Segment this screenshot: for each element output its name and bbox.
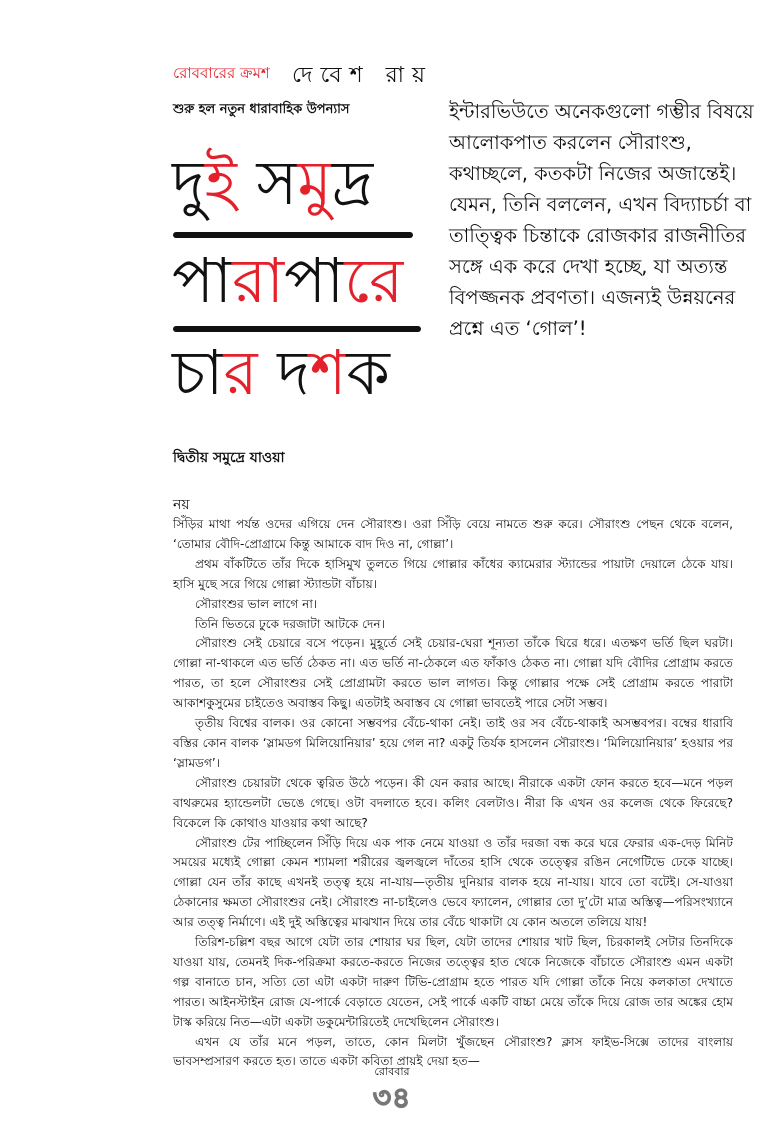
title-part: পা — [284, 244, 345, 317]
title-part-red: র — [223, 336, 258, 409]
title-part-red: মু — [297, 146, 332, 219]
title-part: পা — [172, 244, 233, 317]
subtitle: শুরু হল নতুন ধারাবাহিক উপন্যাস — [173, 102, 350, 117]
title-underline-2 — [173, 326, 421, 332]
part-label: নয় — [173, 497, 190, 513]
title-part-red: ই — [204, 146, 237, 219]
article-body — [173, 515, 733, 1072]
magazine-name: রোববার — [374, 1065, 410, 1078]
paragraph: সৌরাংশু টের পাচ্ছিলেন সিঁড়ি দিয়ে এক পাক নেমে যাওয়া ও তাঁর দরজা বন্ধ করে ঘরে ফেরার এক-দেড় মিনিট সময়ের মধ্যেই গোল্লা কেমন শ্যামলা শরীরের জ্বলজ্বলে দাঁতের হাসি থেকে তত্ত্বের রঙিন নেগেটিভে ঢেকে যাচ্ছে। গোল্লা যেন তাঁর কাছে এখনই তত্ত্ব হয়ে না-যায়—তৃতীয় দুনিয়ার বালক হয়ে না-যায়। যাবে তো বটেই। সে-যাওয়া ঠেকানোর ক্ষমতা সৌরাংশুর নেই। সৌরাংশু না-চাইলেও ভেবে ফ্যালেন, গোল্লার তো দু’টো মাত্র অস্তিত্ব—পরিসংখ্যানে আর তত্ত্ব নির্মাণে। এই দুই অস্তিত্বের মাঝখান দিয়ে তার বেঁচে থাকাটা যে কোন অতলে তলিয়ে যায়! — [173, 835, 733, 930]
series-label: রোববারের ক্রমশ — [173, 64, 270, 82]
paragraph: সিঁড়ির মাথা পর্যন্ত ওদের এগিয়ে দেন সৌরাংশু। ওরা সিঁড়ি বেয়ে নামতে শুরু করে। সৌরাংশু পেছন থেকে বলেন, ‘তোমার বৌদি-প্রোগ্রামে কিন্তু আমাকে বাদ দিও না, গোল্লা’। — [173, 517, 733, 551]
title-part-red: শ — [309, 336, 347, 409]
intro-blurb: ইন্টারভিউতে অনেকগুলো গম্ভীর বিষয়ে আলোকপাত করলেন সৌরাংশু, কথাচ্ছলে, কতকটা নিজের অজান্তেই। যেমন, তিনি বললেন, এখন বিদ্যাচর্চা বা তাত্ত্বিক চিন্তাকে রোজকার রাজনীতির সঙ্গে এক করে দেখা হচ্ছে, যা অত্যন্ত বিপজ্জনক প্রবণতা। এজন্যই উন্নয়নের প্রশ্নে এত ‘গোল’! — [449, 100, 754, 340]
paragraph: তিনি ভিতরে ঢুকে দরজাটা আটকে দেন। — [195, 616, 385, 631]
title-line-3 — [172, 336, 390, 409]
chapter-title: দ্বিতীয় সমুদ্রে যাওয়া — [173, 450, 285, 466]
title-line-2 — [172, 244, 404, 317]
paragraph: তৃতীয় বিশ্বের বালক। ওর কোনো সম্ভবপর বেঁচে-থাকা নেই। তাই ওর সব বেঁচে-থাকাই অসম্ভবপর। বম্বের ধারাবি বস্তির কোন বালক ‘স্লামডগ মিলিয়োনিয়ার’ হয়ে গেল না? একটু তির্যক হাসলেন সৌরাংশু। ‘মিলিয়োনিয়ার’ হওয়ার পর ‘স্লামডগ’। — [173, 716, 733, 770]
title-line-1 — [172, 146, 374, 219]
title-part: ক — [346, 336, 390, 409]
title-part: দ — [257, 336, 310, 409]
paragraph: এখন যে তাঁর মনে পড়ল, তাতে, কোন মিলটা খুঁজছেন সৌরাংশু? ক্লাস ফাইভ-সিক্সে তাদের বাংলায় ভাবসম্প্রসারণ করতে হত। তাতে একটা কবিতা প্রায়ই দেয়া হত— — [173, 1034, 733, 1069]
paragraph: সৌরাংশু সেই চেয়ারে বসে পড়েন। মুহূর্তে সেই চেয়ার-ঘেরা শূন্যতা তাঁকে ঘিরে ধরে। এতক্ষণ ভর্তি ছিল ঘরটা। গোল্লা না-থাকলে এত ভর্তি ঠেকত না। এত ভর্তি না-ঠেকলে এত ফাঁকাও ঠেকত না। গোল্লা যদি বৌদির প্রোগ্রাম করতে পারত, তা হলে সৌরাংশুর সেই প্রোগ্রামটা করতে ভাল লাগত। কিন্তু গোল্লার পক্ষে সেই প্রোগ্রাম করতে পারাটা আকাশকুসুমের চাইতেও অবাস্তব কিছু। এতটাই অবাস্তব যে গোল্লা ভাবতেই পারে সেটা সম্ভব। — [173, 636, 733, 711]
title-part: দ্র — [331, 146, 374, 219]
title-part-red: রা — [232, 244, 285, 317]
title-part: চা — [172, 336, 224, 409]
title-part: দু — [172, 146, 205, 219]
author-name: দেবেশ রায় — [292, 63, 434, 88]
title-underline-1 — [173, 232, 413, 238]
paragraph: সৌরাংশুর ভাল লাগে না। — [195, 596, 318, 611]
paragraph: সৌরাংশু চেয়ারটা থেকে ত্বরিত উঠে পড়েন। কী যেন করার আছে। নীরাকে একটা ফোন করতে হবে—মনে পড়ল বাথরুমের হ্যান্ডেলটা ভেঙে গেছে। ওটা বদলাতে হবে। কলিং বেলটাও। নীরা কি এখন ওর কলেজ থেকে ফিরেছে? বিকেলে কি কোথাও যাওয়ার কথা আছে? — [173, 775, 733, 830]
paragraph: তিরিশ-চল্লিশ বছর আগে যেটা তার শোয়ার ঘর ছিল, যেটা তাদের শোয়ার খাট ছিল, চিরকালই সেটার তিনদিকে যাওয়া যায়, তেমনই দিক-পরিক্রমা করতে-করতে নিজের তত্ত্বের হাত থেকে নিজেকে বাঁচাতে সৌরাংশু এমন একটা গল্প বানাতে চান, সত্যি তো এটা একটা দারুণ টিভি-প্রোগ্রাম হতে পারত যদি গোল্লা তাঁকে নিয়ে কলকাতা দেখাতে পারত। আইনস্টাইন রোজ যে-পার্কে বেড়াতে যেতেন, সেই পার্কে একটি বাচ্চা মেয়ে তাঁকে দিয়ে রোজ তার অঙ্কের হোম টাস্ক করিয়ে নিত—এটা একটা ডকুমেন্টারিতেই দেখেছিলেন সৌরাংশু। — [173, 935, 733, 1029]
paragraph: প্রথম বাঁকটিতে তাঁর দিকে হাসিমুখ তুলতে গিয়ে গোল্লার কাঁধের ক্যামেরার স্ট্যান্ডের পায়াটা দেয়ালে ঠেকে যায়। হাসি মুছে সরে গিয়ে গোল্লা স্ট্যান্ডটা বাঁচায়। — [173, 556, 733, 591]
page-number: ৩৪ — [372, 1081, 412, 1114]
title-part-red: রে — [344, 244, 404, 317]
title-part: স — [236, 146, 298, 219]
